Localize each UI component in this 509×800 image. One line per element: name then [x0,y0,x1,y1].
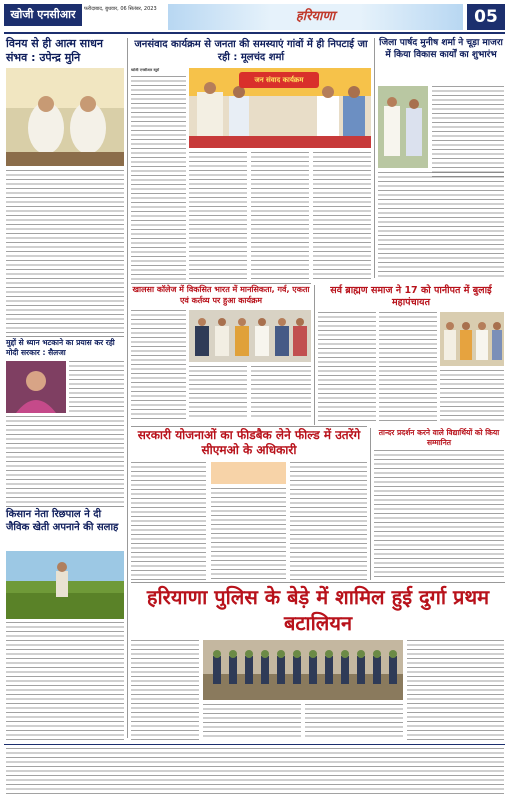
police-body-col1 [131,640,199,740]
zila-headline: जिला पार्षद मुनीष शर्मा ने चूड़ा माजरा में किया विकास कार्यों का शुभारंभ [379,38,503,60]
vinay-photo [6,68,124,166]
footer-rule [4,744,505,745]
column-divider-2 [374,38,375,278]
masthead-rule [4,32,505,34]
dateline: फरीदाबाद, बुधवार, 06 सितंबर, 2023 [84,6,157,12]
newspaper-brand: खोजी एनसीआर [4,4,82,26]
jansamvad-byline: खोजी एनसीआर ब्यूरो [131,68,160,72]
zila-body [378,172,504,277]
divider-police [131,582,505,583]
muddo-headline: मुद्दों से ध्यान भटकाने का प्रयास कर रही मोदी सरकार : सैलजा [6,338,115,357]
column-divider-1 [127,38,128,738]
jansamvad-body-col4 [313,152,371,282]
police-body-col4 [407,640,504,740]
tandar-body [374,450,504,580]
sarv-photo [440,312,504,366]
sarv-body-col2 [379,312,437,424]
sarkari-pullquote [211,462,286,484]
khalsa-photo [189,310,311,362]
jansamvad-body-col3 [251,152,309,282]
muddo-body-right [69,361,124,413]
divider-sarkari [131,426,367,427]
khalsa-body-col1 [131,310,186,420]
page-number: 05 [467,4,505,30]
kisan-headline: किसान नेता रिछपाल ने दी जैविक खेती अपनाने की सलाह [6,509,119,533]
tandar-headline: तान्दर प्रदर्शन करने वाले विद्यार्थियों को किया सम्मानित [378,428,500,447]
section-title: हरियाणा [168,4,463,30]
divider-kisan [6,506,124,507]
khalsa-body-col2 [189,366,247,420]
jansamvad-banner-text: जन संवाद कार्यक्रम [254,76,304,84]
police-headline: हरियाणा पुलिस के बेड़े में शामिल हुई दुर्गा प्रथम बटालियन [146,585,490,635]
jansamvad-body-col2 [189,152,247,282]
column-divider-3 [314,285,315,425]
kisan-photo [6,551,124,619]
police-photo-parade [203,640,403,700]
jansamvad-headline: जनसंवाद कार्यक्रम से जनता की समस्याएं गांवों में ही निपटाई जा रही : मूलचंद शर्मा [134,39,368,63]
sarkari-body-col1 [131,462,206,580]
vinay-headline: विनय से ही आत्म साधन संभव : उपेन्द्र मुनि [6,37,103,64]
sarkari-body-col3 [290,462,367,580]
khalsa-headline: खालसा कॉलेज में विकसित भारत में मानसिकता, गर्व, एकता एवं कर्तव्य पर हुआ कार्यक्रम [132,285,310,305]
sarkari-headline: सरकारी योजनाओं का फीडबैक लेने फील्ड में उतरेंगे सीएमओ के अधिकारी [137,428,361,457]
vinay-body [6,170,124,335]
sarv-body-col1 [318,312,376,424]
selja-photo [6,361,66,413]
zila-body-left [432,86,504,178]
sarv-headline: सर्व ब्राह्मण समाज ने 17 को पानीपत में बुलाई महापंचायत [330,285,492,308]
kisan-body [6,622,124,740]
khalsa-body-col3 [251,366,311,420]
muddo-body [6,416,124,504]
jansamvad-body-col1 [131,76,186,281]
footer-body [6,748,504,794]
police-body-col2 [203,704,301,740]
column-divider-4 [370,428,371,580]
police-body-col3 [305,704,403,740]
zila-photo [378,86,428,168]
divider-khalsa [131,283,311,284]
divider-muddo [6,336,124,337]
sarkari-body-col2 [211,488,286,580]
sarv-body-col3 [440,370,504,424]
